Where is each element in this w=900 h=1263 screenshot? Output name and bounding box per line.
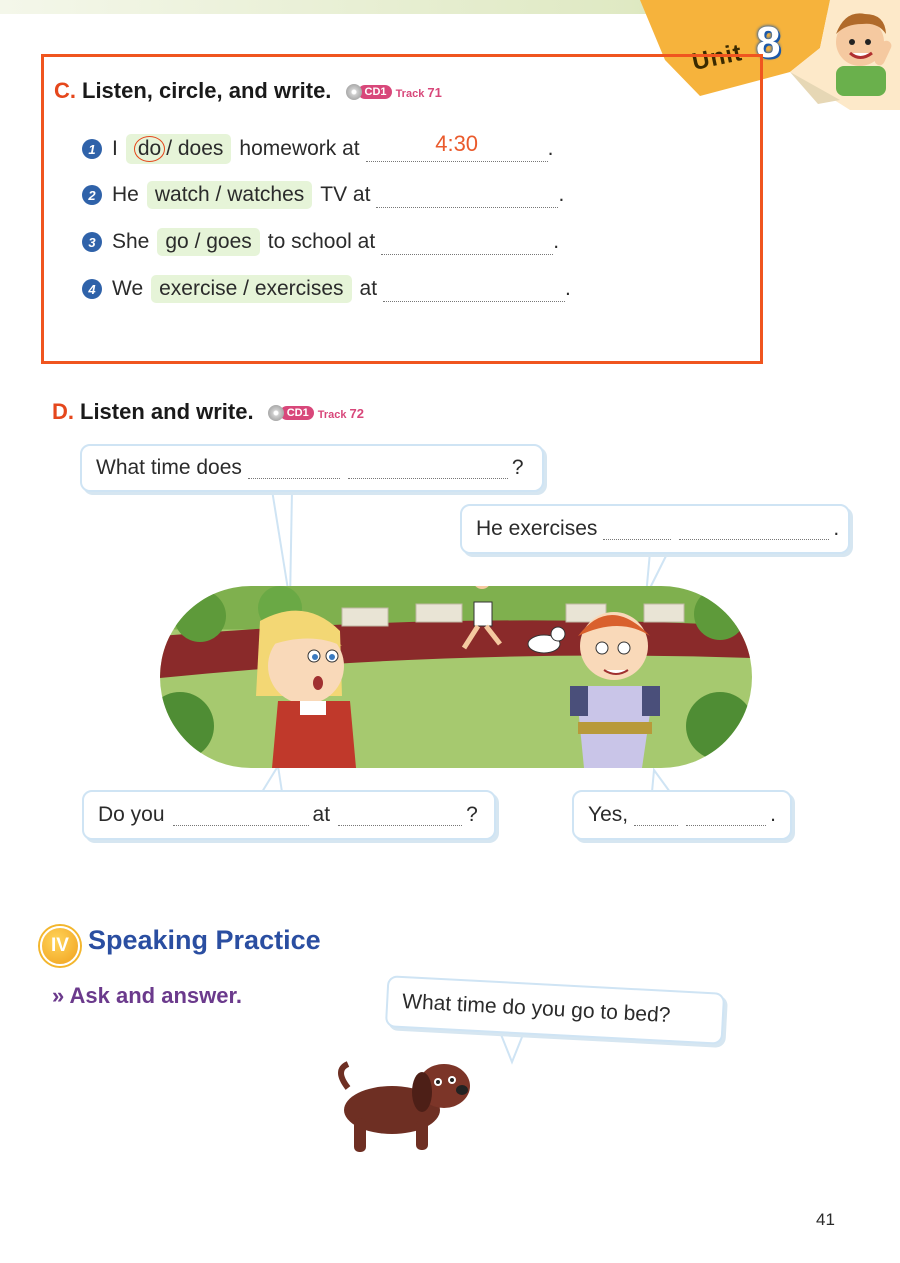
bubble-text: Do you bbox=[98, 803, 165, 826]
item-number-badge: 1 bbox=[82, 139, 102, 159]
unit-label: Unit bbox=[689, 39, 745, 76]
track-label: Track 72 bbox=[317, 405, 365, 421]
bubble-text: at bbox=[312, 803, 331, 826]
speech-bubble-q2 bbox=[82, 790, 496, 840]
verb-choice[interactable]: exercise / exercises bbox=[151, 275, 351, 303]
circled-option: do bbox=[134, 136, 165, 162]
bubble-end-punct: . bbox=[770, 803, 776, 826]
bubble-end-punct: . bbox=[833, 517, 840, 540]
item-rest: at bbox=[359, 277, 378, 300]
verb-choice[interactable]: watch / watches bbox=[147, 181, 312, 209]
item-rest: homework at bbox=[239, 137, 360, 160]
park-illustration bbox=[160, 586, 752, 768]
park-scene-svg bbox=[160, 586, 752, 768]
dog-illustration bbox=[330, 1058, 480, 1158]
section-d-title: Listen and write. bbox=[80, 399, 254, 424]
item-subject: We bbox=[112, 277, 144, 300]
cd-disc-icon bbox=[268, 405, 284, 421]
unit-number: 8 bbox=[756, 18, 781, 67]
item-number-badge: 3 bbox=[82, 232, 102, 252]
answer-blank[interactable] bbox=[603, 519, 671, 540]
item-subject: She bbox=[112, 230, 150, 253]
other-option: / does bbox=[166, 137, 224, 160]
item-subject: I bbox=[112, 137, 118, 160]
cd-label: CD1 bbox=[358, 85, 392, 99]
bubble-text: What time does bbox=[96, 456, 242, 479]
section-c-letter: C. bbox=[54, 78, 76, 103]
ask-and-answer-subtitle: » Ask and answer. bbox=[52, 983, 242, 1008]
answer-blank[interactable] bbox=[348, 458, 508, 479]
answer-text: 4:30 bbox=[435, 130, 479, 156]
item-rest: TV at bbox=[320, 183, 371, 206]
speaking-bubble-tail bbox=[498, 1030, 538, 1066]
speech-bubble-a2 bbox=[572, 790, 792, 840]
bubble-end-punct: ? bbox=[466, 803, 478, 826]
item-number-badge: 4 bbox=[82, 279, 102, 299]
item-end-punct: . bbox=[553, 230, 560, 253]
speech-bubble-a1 bbox=[460, 504, 850, 554]
section-c-title: Listen, circle, and write. bbox=[82, 78, 332, 103]
cd-disc-icon bbox=[346, 84, 362, 100]
bubble-end-punct: ? bbox=[511, 456, 524, 479]
item-end-punct: . bbox=[565, 277, 571, 300]
item-rest: to school at bbox=[267, 230, 376, 253]
answer-blank[interactable] bbox=[679, 519, 829, 540]
speaking-practice-title: Speaking Practice bbox=[88, 925, 321, 955]
page-number: 41 bbox=[816, 1210, 835, 1229]
answer-blank[interactable] bbox=[338, 805, 462, 826]
speech-bubble-q1 bbox=[80, 444, 544, 492]
answer-blank[interactable] bbox=[686, 805, 766, 826]
item-end-punct: . bbox=[558, 183, 565, 206]
track-label: Track 71 bbox=[395, 84, 442, 100]
bubble-text: He exercises bbox=[476, 517, 598, 540]
section-iv-badge: IV bbox=[40, 926, 80, 966]
answer-blank[interactable] bbox=[173, 805, 309, 826]
item-number-badge: 2 bbox=[82, 185, 102, 205]
cd-label: CD1 bbox=[280, 406, 314, 420]
section-d-letter: D. bbox=[52, 399, 74, 424]
verb-choice[interactable]: go / goes bbox=[157, 228, 259, 256]
item-subject: He bbox=[112, 183, 139, 206]
answer-blank[interactable] bbox=[248, 458, 340, 479]
answer-blank[interactable] bbox=[634, 805, 678, 826]
bubble-text: Yes, bbox=[588, 803, 629, 826]
item-end-punct: . bbox=[547, 137, 554, 160]
bubble-text: What time do you go to bed? bbox=[401, 990, 671, 1028]
